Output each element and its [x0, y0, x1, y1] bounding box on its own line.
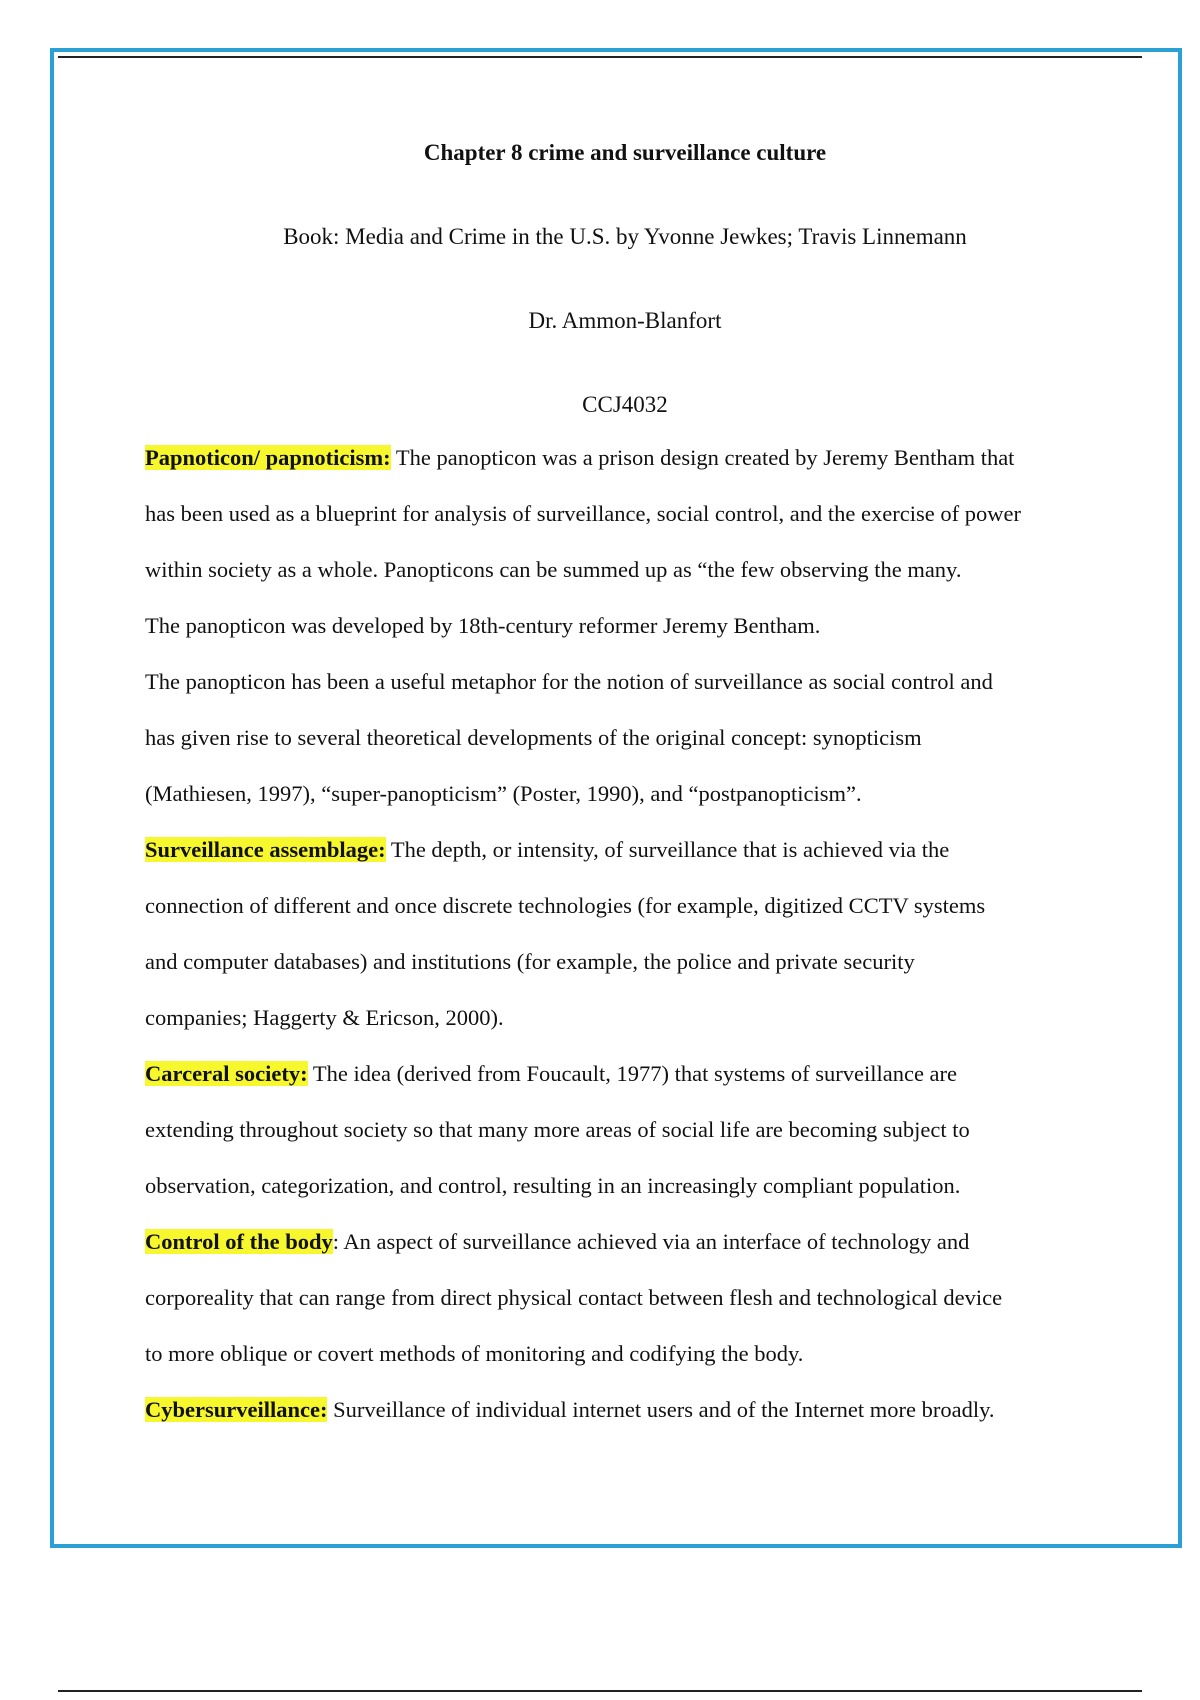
definition-text: observation, categorization, and control, resulting in an increasingly compliant population.	[145, 1173, 961, 1198]
definition-text: and computer databases) and institutions (for example, the police and private security	[145, 949, 915, 974]
glossary-term: Control of the body	[145, 1229, 333, 1254]
entry-line	[145, 1214, 1105, 1270]
glossary-term: Surveillance assemblage:	[145, 837, 386, 862]
bottom-rule	[58, 1690, 1142, 1692]
book-citation: Book: Media and Crime in the U.S. by Yvonne Jewkes; Travis Linnemann	[283, 224, 967, 249]
glossary-entry	[145, 822, 1105, 1046]
document-body	[145, 140, 1105, 1438]
definition-text: The panopticon was developed by 18th-century reformer Jeremy Bentham.	[145, 613, 821, 638]
course-code: CCJ4032	[582, 392, 668, 417]
glossary-entry	[145, 1214, 1105, 1382]
definition-text: companies; Haggerty & Ericson, 2000).	[145, 1005, 504, 1030]
entry-line	[145, 990, 1105, 1046]
glossary-term: Cybersurveillance:	[145, 1397, 328, 1422]
entry-line	[145, 542, 1105, 598]
top-rule	[58, 56, 1142, 58]
definition-text: Surveillance of individual internet users and of the Internet more broadly.	[327, 1397, 995, 1422]
definition-text: corporeality that can range from direct physical contact between flesh and technological device	[145, 1285, 1003, 1310]
definition-text: connection of different and once discrete technologies (for example, digitized CCTV systems	[145, 893, 986, 918]
instructor-name: Dr. Ammon-Blanfort	[528, 308, 722, 333]
definition-text: extending throughout society so that many more areas of social life are becoming subject to	[145, 1117, 970, 1142]
entry-line	[145, 766, 1105, 822]
entry-line	[145, 1270, 1105, 1326]
entry-line	[145, 1102, 1105, 1158]
glossary-entry	[145, 1382, 1105, 1438]
definition-text: The idea (derived from Foucault, 1977) that systems of surveillance are	[307, 1061, 958, 1086]
definition-text: : An aspect of surveillance achieved via an interface of technology and	[332, 1229, 970, 1254]
entry-line	[145, 878, 1105, 934]
glossary-term: Papnoticon/ papnoticism:	[145, 445, 391, 470]
definition-text: has given rise to several theoretical developments of the original concept: synopticism	[145, 725, 922, 750]
definition-text: to more oblique or covert methods of monitoring and codifying the body.	[145, 1341, 804, 1366]
definition-text: has been used as a blueprint for analysis of surveillance, social control, and the exercise of power	[145, 501, 1021, 526]
entry-line	[145, 654, 1105, 710]
definition-text: The panopticon was a prison design created by Jeremy Bentham that	[390, 445, 1015, 470]
definition-text: (Mathiesen, 1997), “super-panopticism” (Poster, 1990), and “postpanopticism”.	[145, 781, 862, 806]
entry-line	[145, 1382, 1105, 1438]
definition-text: within society as a whole. Panopticons can be summed up as “the few observing the many.	[145, 557, 962, 582]
glossary-entry	[145, 430, 1105, 822]
entry-line	[145, 710, 1105, 766]
entry-line	[145, 934, 1105, 990]
glossary-entries	[145, 430, 1105, 1438]
entry-line	[145, 430, 1105, 486]
entry-line	[145, 486, 1105, 542]
entry-line	[145, 1326, 1105, 1382]
entry-line	[145, 1046, 1105, 1102]
definition-text: The depth, or intensity, of surveillance that is achieved via the	[385, 837, 950, 862]
entry-line	[145, 598, 1105, 654]
glossary-entry	[145, 1046, 1105, 1214]
glossary-term: Carceral society:	[145, 1061, 308, 1086]
entry-line	[145, 822, 1105, 878]
definition-text: The panopticon has been a useful metaphor for the notion of surveillance as social control and	[145, 669, 993, 694]
document-title: Chapter 8 crime and surveillance culture	[423, 140, 827, 165]
entry-line	[145, 1158, 1105, 1214]
